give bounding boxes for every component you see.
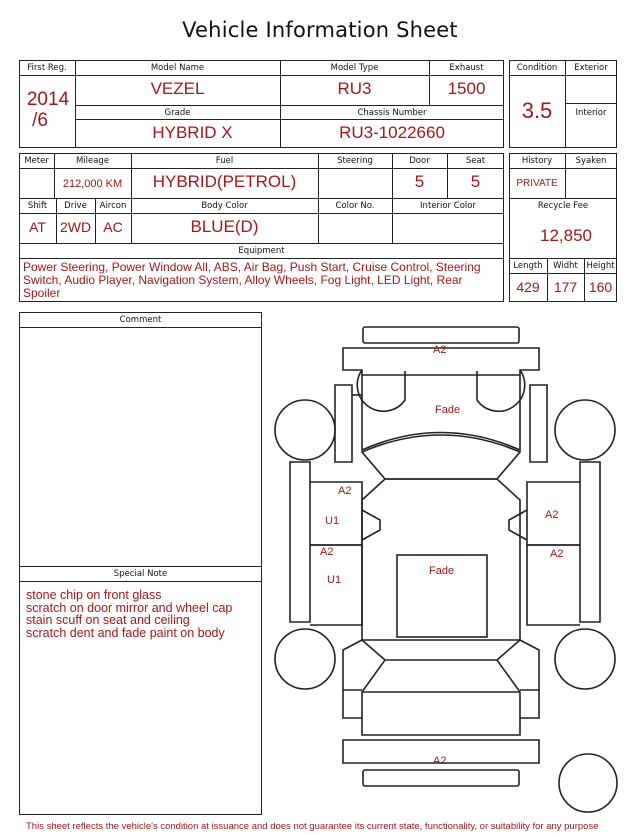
height-value: 160 bbox=[588, 279, 613, 295]
exhaust-label: Exhaust bbox=[449, 63, 484, 73]
history-value: PRIVATE bbox=[516, 178, 558, 189]
syaken-label: Syaken bbox=[575, 156, 607, 166]
aircon-label: Aircon bbox=[99, 201, 127, 211]
width-value: 177 bbox=[553, 279, 578, 295]
damage-hood: Fade bbox=[435, 404, 461, 416]
body-color-value: BLUE(D) bbox=[190, 217, 259, 236]
damage-left-front-fender: A2 bbox=[338, 485, 352, 497]
exhaust-value: 1500 bbox=[447, 79, 486, 98]
equipment-list: Power Steering, Power Window All, ABS, Air Bag, Push Start, Cruise Control, Steering Switch, Audio Player, Navigation System, Alloy Wheels, Fog Light, LED Light, Rear Spoiler bbox=[23, 260, 481, 300]
damage-left-rear-door: U1 bbox=[327, 574, 342, 586]
recycle-fee-label: Recycle Fee bbox=[537, 201, 589, 211]
damage-roof: Fade bbox=[429, 565, 455, 577]
steering-label: Steering bbox=[337, 156, 373, 166]
door-label: Door bbox=[409, 156, 430, 166]
grade-value: HYBRID X bbox=[152, 123, 233, 142]
height-label: Height bbox=[586, 261, 615, 271]
shift-label: Shift bbox=[27, 201, 48, 211]
first-reg-year: 2014 bbox=[26, 89, 70, 110]
seat-value: 5 bbox=[470, 172, 481, 191]
recycle-fee-value: 12,850 bbox=[540, 226, 592, 245]
interior-color-label: Interior Color bbox=[420, 201, 476, 211]
model-type-label: Model Type bbox=[330, 63, 379, 73]
body-color-label: Body Color bbox=[201, 201, 248, 211]
exterior-label: Exterior bbox=[574, 63, 608, 73]
seat-label: Seat bbox=[465, 156, 486, 166]
equipment-label: Equipment bbox=[238, 246, 285, 256]
length-label: Length bbox=[513, 261, 543, 271]
damage-right-rear-door: A2 bbox=[550, 548, 564, 560]
damage-front-bumper: A2 bbox=[433, 344, 447, 356]
special-note-item: scratch on door mirror and wheel cap bbox=[26, 600, 233, 615]
special-note-item: stone chip on front glass bbox=[26, 588, 162, 602]
drive-value: 2WD bbox=[59, 219, 92, 235]
model-name-value: VEZEL bbox=[150, 79, 205, 98]
mileage-label: Mileage bbox=[75, 156, 110, 166]
history-label: History bbox=[521, 156, 553, 166]
fuel-label: Fuel bbox=[215, 156, 234, 166]
comment-label: Comment bbox=[119, 315, 162, 325]
color-no-label: Color No. bbox=[335, 201, 375, 211]
condition-label: Condition bbox=[516, 63, 558, 73]
damage-left-front-door: U1 bbox=[325, 515, 340, 527]
shift-value: AT bbox=[29, 219, 46, 235]
drive-label: Drive bbox=[64, 201, 87, 211]
damage-left-rear-door-top: A2 bbox=[320, 546, 334, 558]
interior-label: Interior bbox=[575, 108, 607, 118]
first-reg-label: First Reg. bbox=[27, 63, 67, 73]
door-value: 5 bbox=[414, 172, 425, 191]
damage-rear-bumper: A2 bbox=[433, 755, 447, 767]
disclaimer-footer: This sheet reflects the vehicle's condition at issuance and does not guarantee its current state, functionality, or suitability for any purpose bbox=[26, 821, 599, 832]
special-note-item: scratch dent and fade paint on body bbox=[26, 625, 225, 640]
mileage-value: 212,000 KM bbox=[62, 178, 123, 190]
meter-label: Meter bbox=[24, 156, 49, 166]
chassis-number-label: Chassis Number bbox=[357, 108, 427, 118]
special-note-label: Special Note bbox=[113, 569, 168, 579]
aircon-value: AC bbox=[103, 219, 123, 235]
condition-grade: 3.5 bbox=[521, 98, 553, 123]
damage-right-front-door: A2 bbox=[545, 509, 559, 521]
special-note-item: stain scuff on seat and ceiling bbox=[26, 613, 190, 627]
length-value: 429 bbox=[516, 279, 540, 295]
width-label: Widht bbox=[553, 261, 578, 271]
first-reg-month: /6 bbox=[32, 110, 48, 131]
sheet-title: Vehicle Information Sheet bbox=[182, 18, 458, 42]
model-name-label: Model Name bbox=[150, 63, 205, 73]
fuel-value: HYBRID(PETROL) bbox=[152, 172, 297, 191]
grade-label: Grade bbox=[164, 108, 191, 118]
chassis-number-value: RU3-1022660 bbox=[339, 123, 445, 142]
model-type-value: RU3 bbox=[337, 79, 372, 98]
